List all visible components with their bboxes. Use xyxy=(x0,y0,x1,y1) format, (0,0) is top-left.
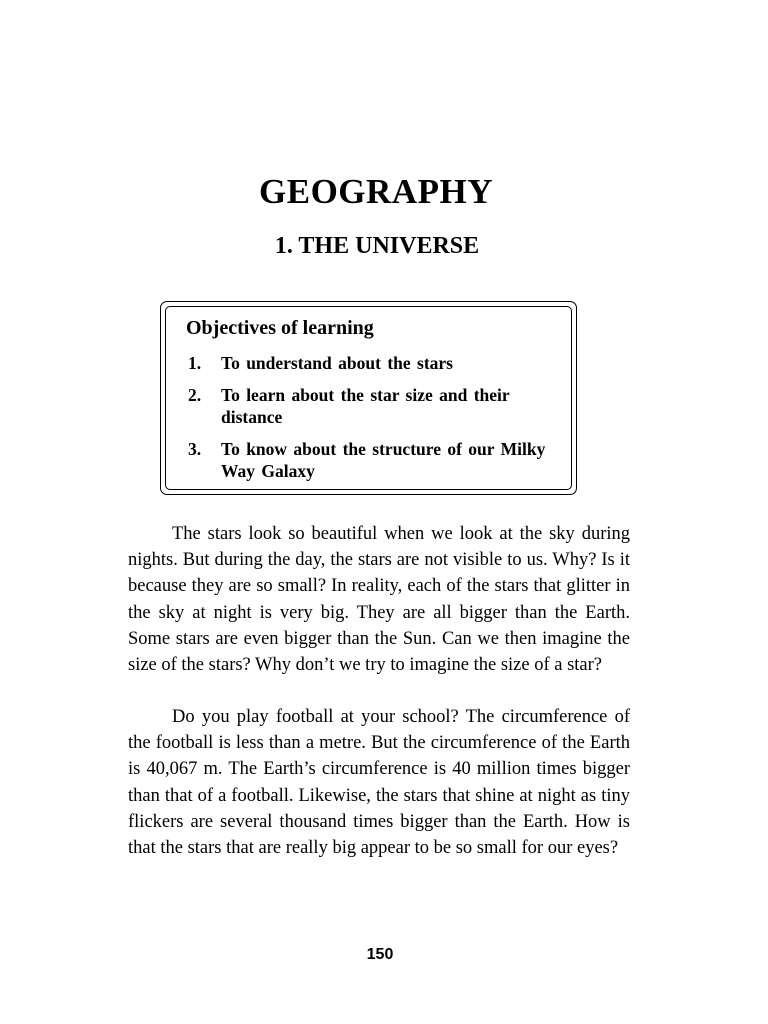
objectives-list xyxy=(188,352,558,492)
objective-number: 3. xyxy=(188,439,202,459)
objective-text: To learn about the star size and their distance xyxy=(221,385,510,427)
objective-number: 1. xyxy=(188,353,202,373)
objectives-inner-border xyxy=(165,306,572,490)
objective-number: 2. xyxy=(188,385,202,405)
objectives-box xyxy=(160,301,577,495)
objective-item xyxy=(188,352,558,374)
objectives-heading: Objectives of learning xyxy=(186,317,374,339)
subject-title: GEOGRAPHY xyxy=(259,172,493,211)
body-paragraph-stars-beauty: The stars look so beautiful when we look at the sky during nights. But during the day, the stars are not visible to us. Why? Is it because they are so small? In reality, each of the stars that glitter in the sky at night is very big. They are all bigger than the Earth. Some stars are even bigger than the Sun. Can we then imagine the size of the stars? Why don’t we try to imagine the size of a star? xyxy=(128,524,630,676)
chapter-title: 1. THE UNIVERSE xyxy=(274,233,480,259)
objective-item xyxy=(188,384,558,428)
objective-text: To understand about the stars xyxy=(221,353,453,373)
body-paragraph-football: Do you play football at your school? The circumference of the football is less than a metre. But the circumference of the Earth is 40,067 m. The Earth’s circumference is 40 million times bigger than that of a football. Likewise, the stars that shine at night as tiny flickers are several thousand times bigger than the Earth. How is that the stars that are really big appear to be so small for our eyes? xyxy=(128,707,630,859)
page-number: 150 xyxy=(366,946,394,963)
objective-text: To know about the structure of our Milky Way Galaxy xyxy=(221,439,546,481)
objective-item xyxy=(188,438,558,482)
